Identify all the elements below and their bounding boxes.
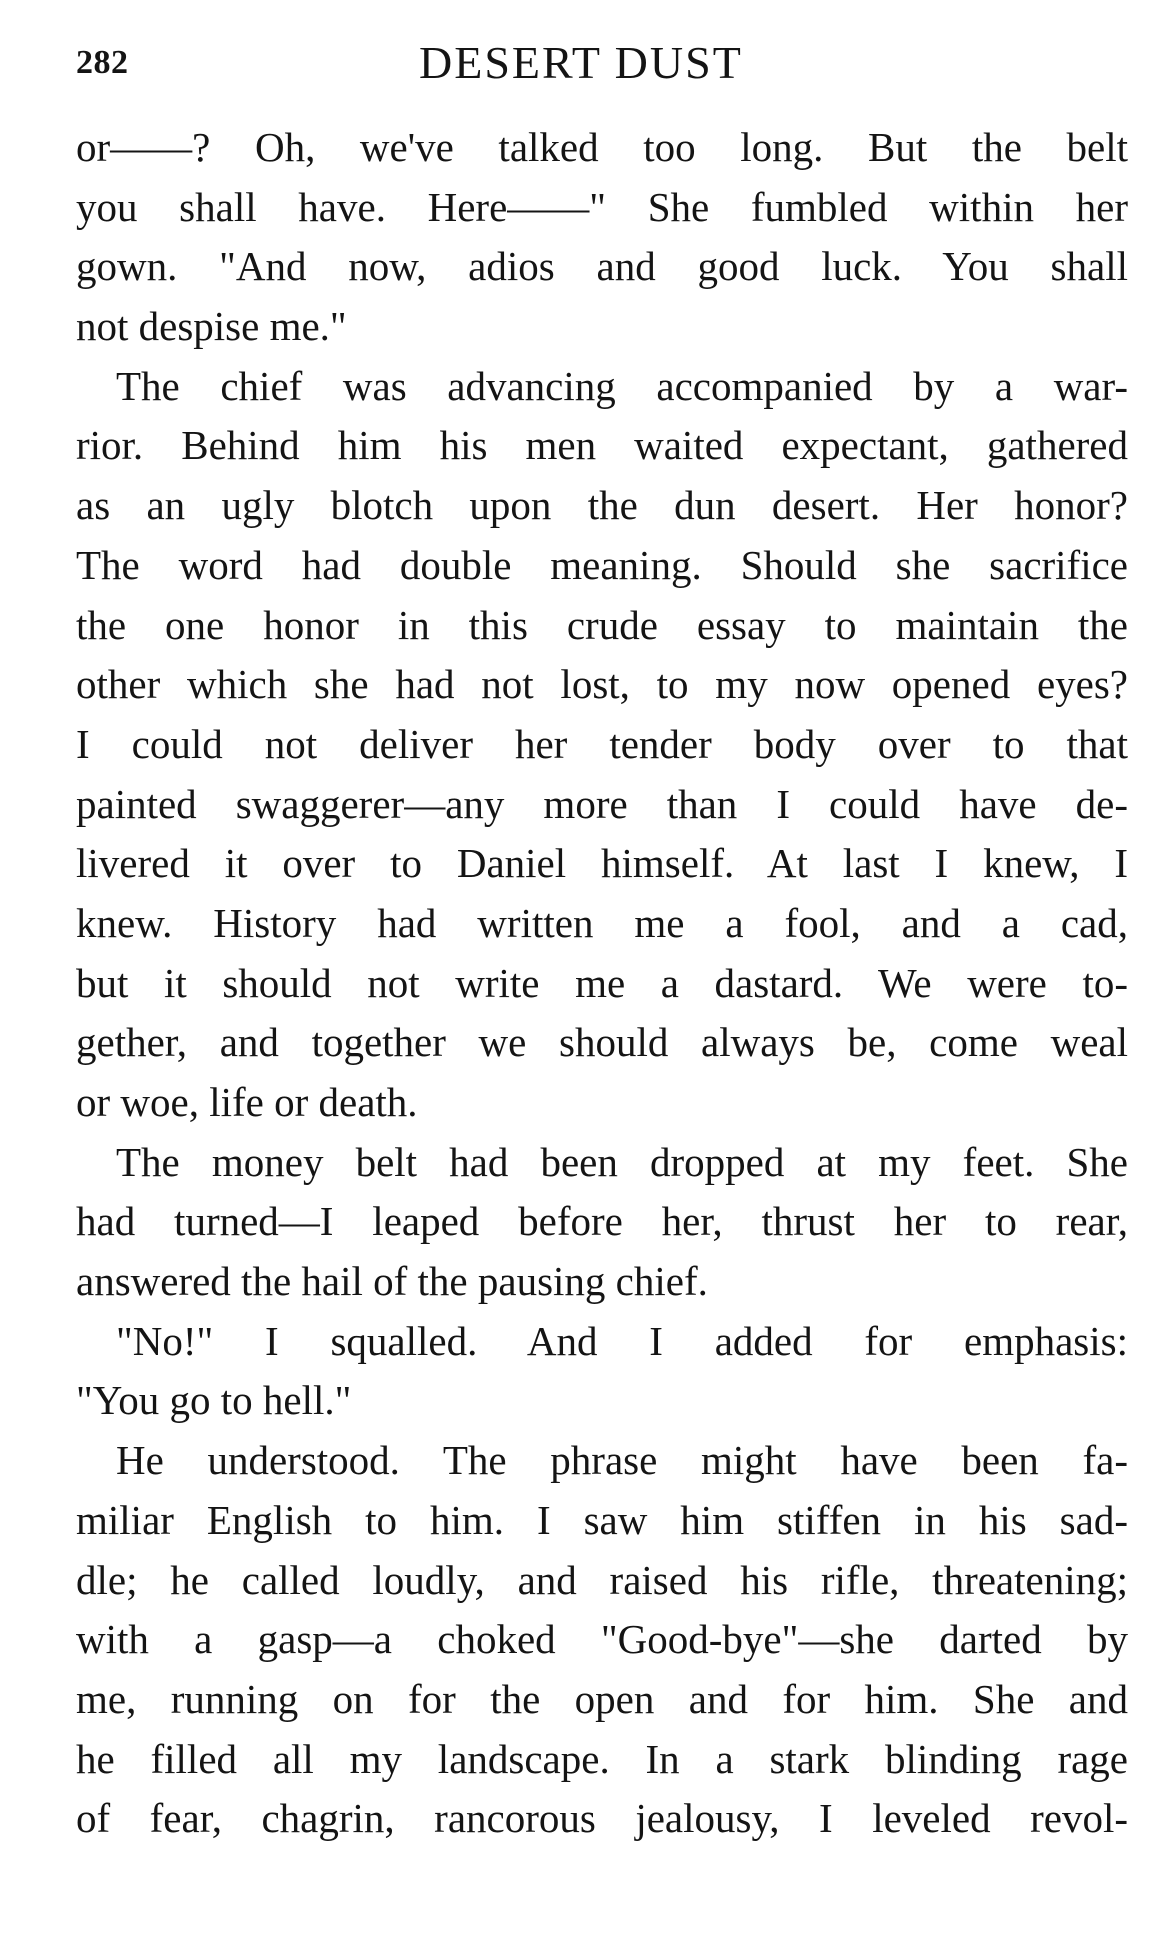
text-line: other which she had not lost, to my now opened eyes? xyxy=(76,661,1128,708)
text-line: "No!" I squalled. And I added for emphasis: xyxy=(116,1317,1128,1364)
text-line: The word had double meaning. Should she sacrifice xyxy=(76,541,1128,588)
text-line: you shall have. Here——" She fumbled within her xyxy=(76,183,1128,230)
text-line: as an ugly blotch upon the dun desert. Her honor? xyxy=(76,482,1128,529)
running-head: DESERT DUST xyxy=(419,37,743,88)
text-line: not despise me." xyxy=(76,303,347,350)
text-line: painted swaggerer—any more than I could have de- xyxy=(76,780,1128,827)
text-line: He understood. The phrase might have been fa- xyxy=(116,1437,1128,1484)
text-line: The chief was advancing accompanied by a war- xyxy=(116,362,1128,409)
text-line: "You go to hell." xyxy=(76,1377,352,1424)
page-number: 282 xyxy=(76,44,129,81)
text-line: or——? Oh, we've talked too long. But the belt xyxy=(76,124,1128,170)
text-line: livered it over to Daniel himself. At last I knew, I xyxy=(76,840,1128,887)
text-line: me, running on for the open and for him. She and xyxy=(76,1675,1128,1722)
text-line: answered the hail of the pausing chief. xyxy=(76,1258,708,1305)
text-line: I could not deliver her tender body over to that xyxy=(76,720,1128,767)
text-line: or woe, life or death. xyxy=(76,1079,418,1125)
text-line: rior. Behind him his men waited expectant, gathered xyxy=(76,422,1128,469)
text-line: with a gasp—a choked "Good-bye"—she darted by xyxy=(76,1616,1128,1663)
text-line: gether, and together we should always be, come weal xyxy=(76,1019,1128,1066)
text-line: the one honor in this crude essay to maintain the xyxy=(76,601,1128,648)
text-line: The money belt had been dropped at my feet. She xyxy=(116,1138,1128,1185)
text-line: but it should not write me a dastard. We were to- xyxy=(76,959,1128,1006)
text-line: miliar English to him. I saw him stiffen in his sad- xyxy=(76,1496,1128,1543)
text-line: had turned—I leaped before her, thrust her to rear, xyxy=(76,1198,1128,1245)
text-line: of fear, chagrin, rancorous jealousy, I leveled revol- xyxy=(76,1795,1128,1842)
body-text xyxy=(76,118,1128,1849)
text-line: dle; he called loudly, and raised his rifle, threatening; xyxy=(76,1556,1128,1603)
text-line: knew. History had written me a fool, and a cad, xyxy=(76,899,1128,946)
text-line: gown. "And now, adios and good luck. You shall xyxy=(76,243,1128,290)
page-header xyxy=(76,30,1128,100)
text-line: he filled all my landscape. In a stark blinding rage xyxy=(76,1735,1128,1782)
